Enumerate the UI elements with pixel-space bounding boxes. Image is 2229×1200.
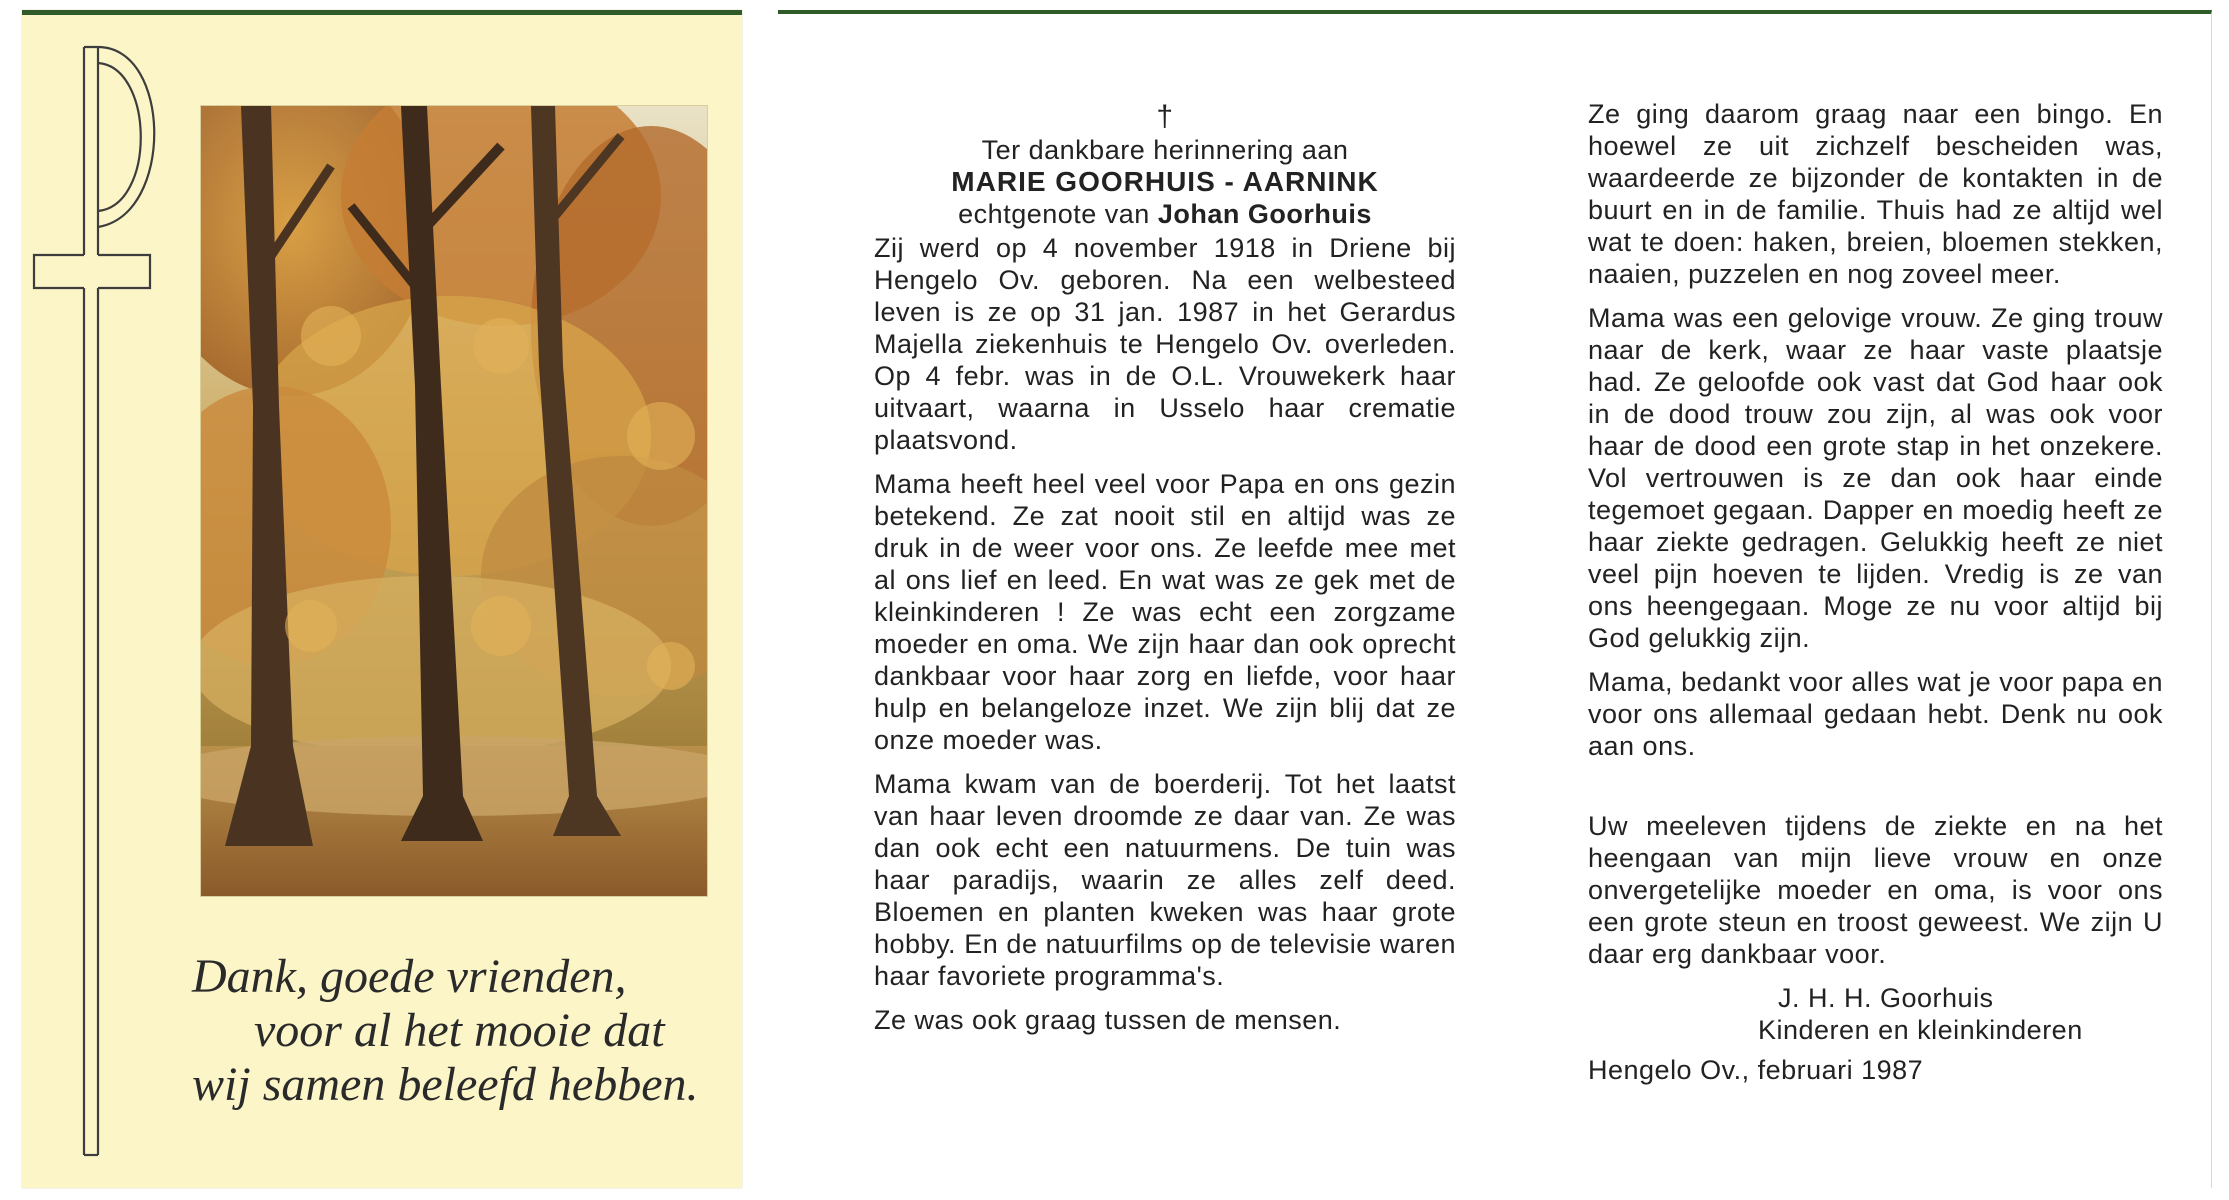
poem — [192, 950, 737, 1112]
signature-family: Kinderen en kleinkinderen — [1758, 1015, 2083, 1045]
poem-line-1: Dank, goede vrienden, — [192, 950, 627, 1003]
signature-name: J. H. H. Goorhuis — [1778, 983, 1994, 1013]
spouse-line — [874, 198, 1456, 230]
front-card — [22, 10, 742, 1188]
back-card — [778, 10, 2212, 1188]
poem-line-2: voor al het mooie dat — [254, 1004, 665, 1057]
paragraph-birth-death: Zij werd op 4 november 1918 in Driene bij Hengelo Ov. geboren. Na een welbesteed leven is ze op 31 jan. 1987 in het Gerardus Majella ziekenhuis te Hengelo Ov. overleden. Op 4 febr. was in de O.L. Vrouwekerk haar uitvaart, waarna in Usselo haar crematie plaatsvond. — [874, 233, 1456, 455]
text-column-right — [1588, 98, 2163, 1086]
spouse-prefix: echtgenote van — [958, 199, 1150, 229]
memorial-header — [874, 100, 1456, 230]
place-date: Hengelo Ov., februari 1987 — [1588, 1055, 1924, 1085]
chi-rho-cross-emblem — [22, 15, 202, 1193]
spouse-name: Johan Goorhuis — [1157, 199, 1372, 229]
paragraph-acknowledgement: Uw meeleven tijdens de ziekte en na het heengaan van mijn lieve vrouw en onze onvergetelijke moeder en oma, is voor ons een grote steun en troost geweest. We zijn U daar erg dankbaar voor. — [1588, 811, 2163, 969]
paragraph-bingo: Ze ging daarom graag naar een bingo. En hoewel ze uit zichzelf bescheiden was, waardeerde ze bijzonder de kontakten in de buurt en in de familie. Thuis had ze altijd wel wat te doen: haken, breien, bloemen stekken, naaien, puzzelen en nog zoveel meer. — [1588, 99, 2163, 289]
deceased-name: MARIE GOORHUIS - AARNINK — [951, 166, 1379, 197]
paragraph-farm: Mama kwam van de boerderij. Tot het laatst van haar leven droomde ze daar van. Ze was dan ook echt een natuurmens. De tuin was haar paradijs, waarin ze alles zelf deed. Bloemen en planten kweken was haar grote hobby. En de natuurfilms op de televisie waren haar favoriete programma's. — [874, 769, 1456, 991]
paragraph-family: Mama heeft heel veel voor Papa en ons gezin betekend. Ze zat nooit stil en altijd was ze druk in de weer voor ons. Ze leefde mee met al ons lief en leed. En wat was ze gek met de kleinkinderen ! Ze was echt een zorgzame moeder en oma. We zijn haar dan ook oprecht dankbaar voor haar zorg en liefde, voor haar hulp en belangeloze inzet. We zijn blij dat ze onze moeder was. — [874, 469, 1456, 755]
text-column-left — [874, 100, 1456, 1048]
autumn-forest-photo — [200, 105, 708, 897]
paragraph-thanks-mama: Mama, bedankt voor alles wat je voor papa en voor ons allemaal gedaan hebt. Denk nu ook aan ons. — [1588, 667, 2163, 761]
poem-line-3: wij samen beleefd hebben. — [192, 1058, 699, 1111]
paragraph-faith: Mama was een gelovige vrouw. Ze ging trouw naar de kerk, waar ze haar vaste plaatsje had. Ze geloofde ook vast dat God haar ook in de dood trouw zou zijn, al was ook voor haar de dood een grote stap in het onzekere. Vol vertrouwen is ze dan ook haar einde tegemoet gegaan. Dapper en moedig heeft ze haar ziekte gedragen. Gelukkig heeft ze niet veel pijn hoeven te lijden. Vredig is ze van ons heengegaan. Moge ze nu voor altijd bij God gelukkig zijn. — [1588, 303, 2163, 653]
cross-icon: † — [1156, 100, 1174, 133]
intro-line: Ter dankbare herinnering aan — [981, 135, 1349, 165]
paragraph-people: Ze was ook graag tussen de mensen. — [874, 1005, 1342, 1035]
signature-block — [1588, 982, 2163, 1086]
